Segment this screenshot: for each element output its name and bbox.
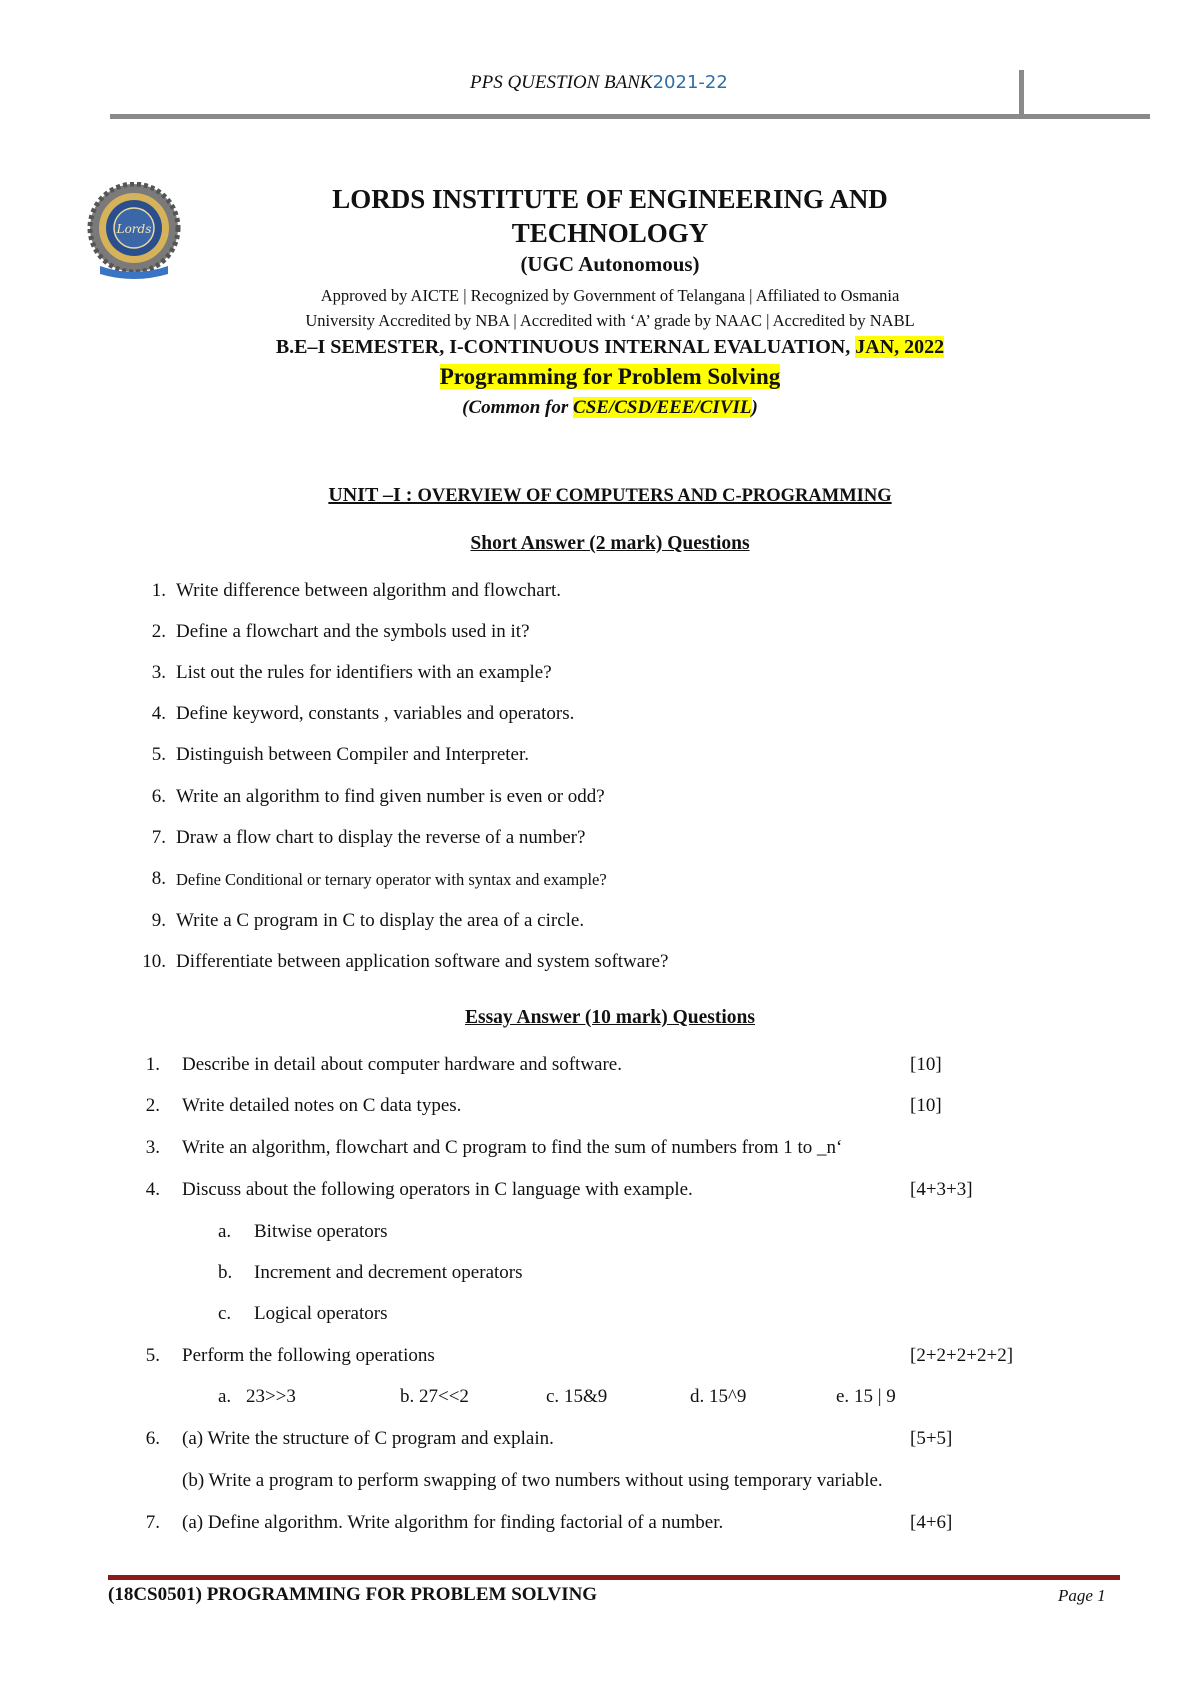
question-text: Write difference between algorithm and flowchart. bbox=[176, 580, 562, 601]
question-number: 9. bbox=[151, 910, 166, 931]
question-number: 5. bbox=[145, 1345, 160, 1366]
header-divider-tick bbox=[1019, 70, 1024, 117]
question-number: 1. bbox=[145, 1054, 160, 1075]
footer-page-number: Page 1 bbox=[1058, 1586, 1106, 1605]
question-text: Define a flowchart and the symbols used in it? bbox=[176, 621, 530, 642]
question-number: 6. bbox=[145, 1428, 160, 1449]
op-text: 27<<2 bbox=[419, 1386, 469, 1407]
question-text: Perform the following operations bbox=[182, 1345, 435, 1366]
institution-name bbox=[180, 182, 1040, 250]
sub-option bbox=[218, 1303, 388, 1325]
sub-option bbox=[218, 1221, 388, 1243]
question-text: Distinguish between Compiler and Interpreter. bbox=[176, 744, 529, 765]
question-marks: [10] bbox=[910, 1095, 942, 1116]
logo-gear-icon bbox=[90, 184, 178, 279]
operation-item bbox=[690, 1386, 746, 1408]
sub-text: Logical operators bbox=[254, 1303, 388, 1324]
institution-name-line2: TECHNOLOGY bbox=[511, 218, 709, 248]
question-number: 8. bbox=[151, 868, 166, 889]
essay-question-part-b: (b) Write a program to perform swapping of two numbers without using temporary variable. bbox=[182, 1470, 883, 1491]
sub-option bbox=[218, 1262, 523, 1284]
question-text: Draw a flow chart to display the reverse of a number? bbox=[176, 827, 586, 848]
short-answer-heading: Short Answer (2 mark) Questions bbox=[470, 533, 750, 554]
op-text: 15 | 9 bbox=[853, 1386, 896, 1407]
op-label: a. bbox=[218, 1386, 232, 1407]
common-suffix: ) bbox=[751, 397, 758, 418]
unit-title: OVERVIEW OF COMPUTERS AND C-PROGRAMMING bbox=[417, 486, 892, 506]
question-number: 5. bbox=[151, 744, 166, 765]
op-text: 15&9 bbox=[563, 1386, 608, 1407]
footer-course-code: (18CS0501) PROGRAMMING FOR PROBLEM SOLVING bbox=[108, 1584, 598, 1605]
question-number: 7. bbox=[145, 1512, 160, 1533]
question-number: 10. bbox=[142, 951, 166, 972]
operation-item bbox=[836, 1386, 896, 1408]
page-header bbox=[470, 72, 728, 94]
operation-item bbox=[218, 1386, 296, 1408]
sub-label: c. bbox=[218, 1303, 232, 1324]
approval-text bbox=[180, 283, 1040, 333]
question-marks: [5+5] bbox=[910, 1428, 953, 1449]
logo-text: Lords bbox=[116, 222, 152, 236]
question-number: 4. bbox=[151, 703, 166, 724]
sub-label: b. bbox=[218, 1262, 233, 1283]
op-label: c. bbox=[546, 1386, 560, 1407]
approval-line1: Approved by AICTE | Recognized by Government of Telangana | Affiliated to Osmania bbox=[320, 286, 900, 305]
sub-label: a. bbox=[218, 1221, 232, 1242]
question-text: Write an algorithm, flowchart and C program to find the sum of numbers from 1 to _n‘ bbox=[182, 1137, 843, 1158]
question-text: Discuss about the following operators in C language with example. bbox=[182, 1179, 693, 1200]
operation-item bbox=[546, 1386, 607, 1408]
branches: CSE/CSD/EEE/CIVIL bbox=[573, 397, 752, 418]
op-text: 15^9 bbox=[709, 1386, 747, 1407]
question-text: Write a C program in C to display the area of a circle. bbox=[176, 910, 585, 931]
question-marks: [4+6] bbox=[910, 1512, 953, 1533]
question-text: Write detailed notes on C data types. bbox=[182, 1095, 462, 1116]
course-title: Programming for Problem Solving bbox=[439, 364, 781, 389]
question-number: 7. bbox=[151, 827, 166, 848]
question-number: 3. bbox=[145, 1137, 160, 1158]
question-text: Define Conditional or ternary operator with syntax and example? bbox=[176, 870, 607, 889]
institute-logo bbox=[86, 182, 182, 282]
institution-name-line1: LORDS INSTITUTE OF ENGINEERING AND bbox=[332, 184, 888, 214]
header-year: 2021-22 bbox=[652, 72, 728, 93]
course-name bbox=[180, 364, 1040, 390]
question-text: (a) Write the structure of C program and explain. bbox=[182, 1428, 554, 1449]
approval-line2: University Accredited by NBA | Accredited with ‘A’ grade by NAAC | Accredited by NABL bbox=[305, 311, 915, 330]
question-text: Define keyword, constants , variables and operators. bbox=[176, 703, 575, 724]
op-label: b. bbox=[400, 1386, 415, 1407]
header-title: PPS QUESTION BANK bbox=[470, 72, 653, 93]
op-text: 23>>3 bbox=[245, 1386, 296, 1407]
question-text: Differentiate between application software and system software? bbox=[176, 951, 669, 972]
op-label: d. bbox=[690, 1386, 705, 1407]
common-for bbox=[180, 397, 1040, 419]
question-marks: [10] bbox=[910, 1054, 942, 1075]
question-number: 6. bbox=[151, 786, 166, 807]
question-text: Write an algorithm to find given number is even or odd? bbox=[176, 786, 605, 807]
sub-text: Bitwise operators bbox=[254, 1221, 388, 1242]
question-number: 2. bbox=[151, 621, 166, 642]
op-label: e. bbox=[836, 1386, 850, 1407]
question-text: (a) Define algorithm. Write algorithm for finding factorial of a number. bbox=[182, 1512, 724, 1533]
header-rule bbox=[110, 114, 1150, 119]
question-number: 2. bbox=[145, 1095, 160, 1116]
exam-title bbox=[180, 336, 1040, 359]
question-text: List out the rules for identifiers with an example? bbox=[176, 662, 552, 683]
institution-status: (UGC Autonomous) bbox=[520, 252, 700, 276]
exam-date: JAN, 2022 bbox=[855, 336, 945, 358]
unit-label: UNIT –I : bbox=[328, 484, 418, 506]
operation-item bbox=[400, 1386, 469, 1408]
sub-text: Increment and decrement operators bbox=[254, 1262, 523, 1283]
question-number: 4. bbox=[145, 1179, 160, 1200]
footer-rule bbox=[108, 1575, 1120, 1580]
question-number: 1. bbox=[151, 580, 166, 601]
semester-text: B.E–I SEMESTER, I-CONTINUOUS INTERNAL EVALUATION, bbox=[275, 336, 856, 358]
common-prefix: (Common for bbox=[462, 397, 574, 418]
question-marks: [4+3+3] bbox=[910, 1179, 973, 1200]
essay-answer-heading: Essay Answer (10 mark) Questions bbox=[465, 1007, 755, 1028]
unit-heading bbox=[180, 484, 1040, 507]
question-marks: [2+2+2+2+2] bbox=[910, 1345, 1014, 1366]
question-number: 3. bbox=[151, 662, 166, 683]
question-text: Describe in detail about computer hardware and software. bbox=[182, 1054, 622, 1075]
